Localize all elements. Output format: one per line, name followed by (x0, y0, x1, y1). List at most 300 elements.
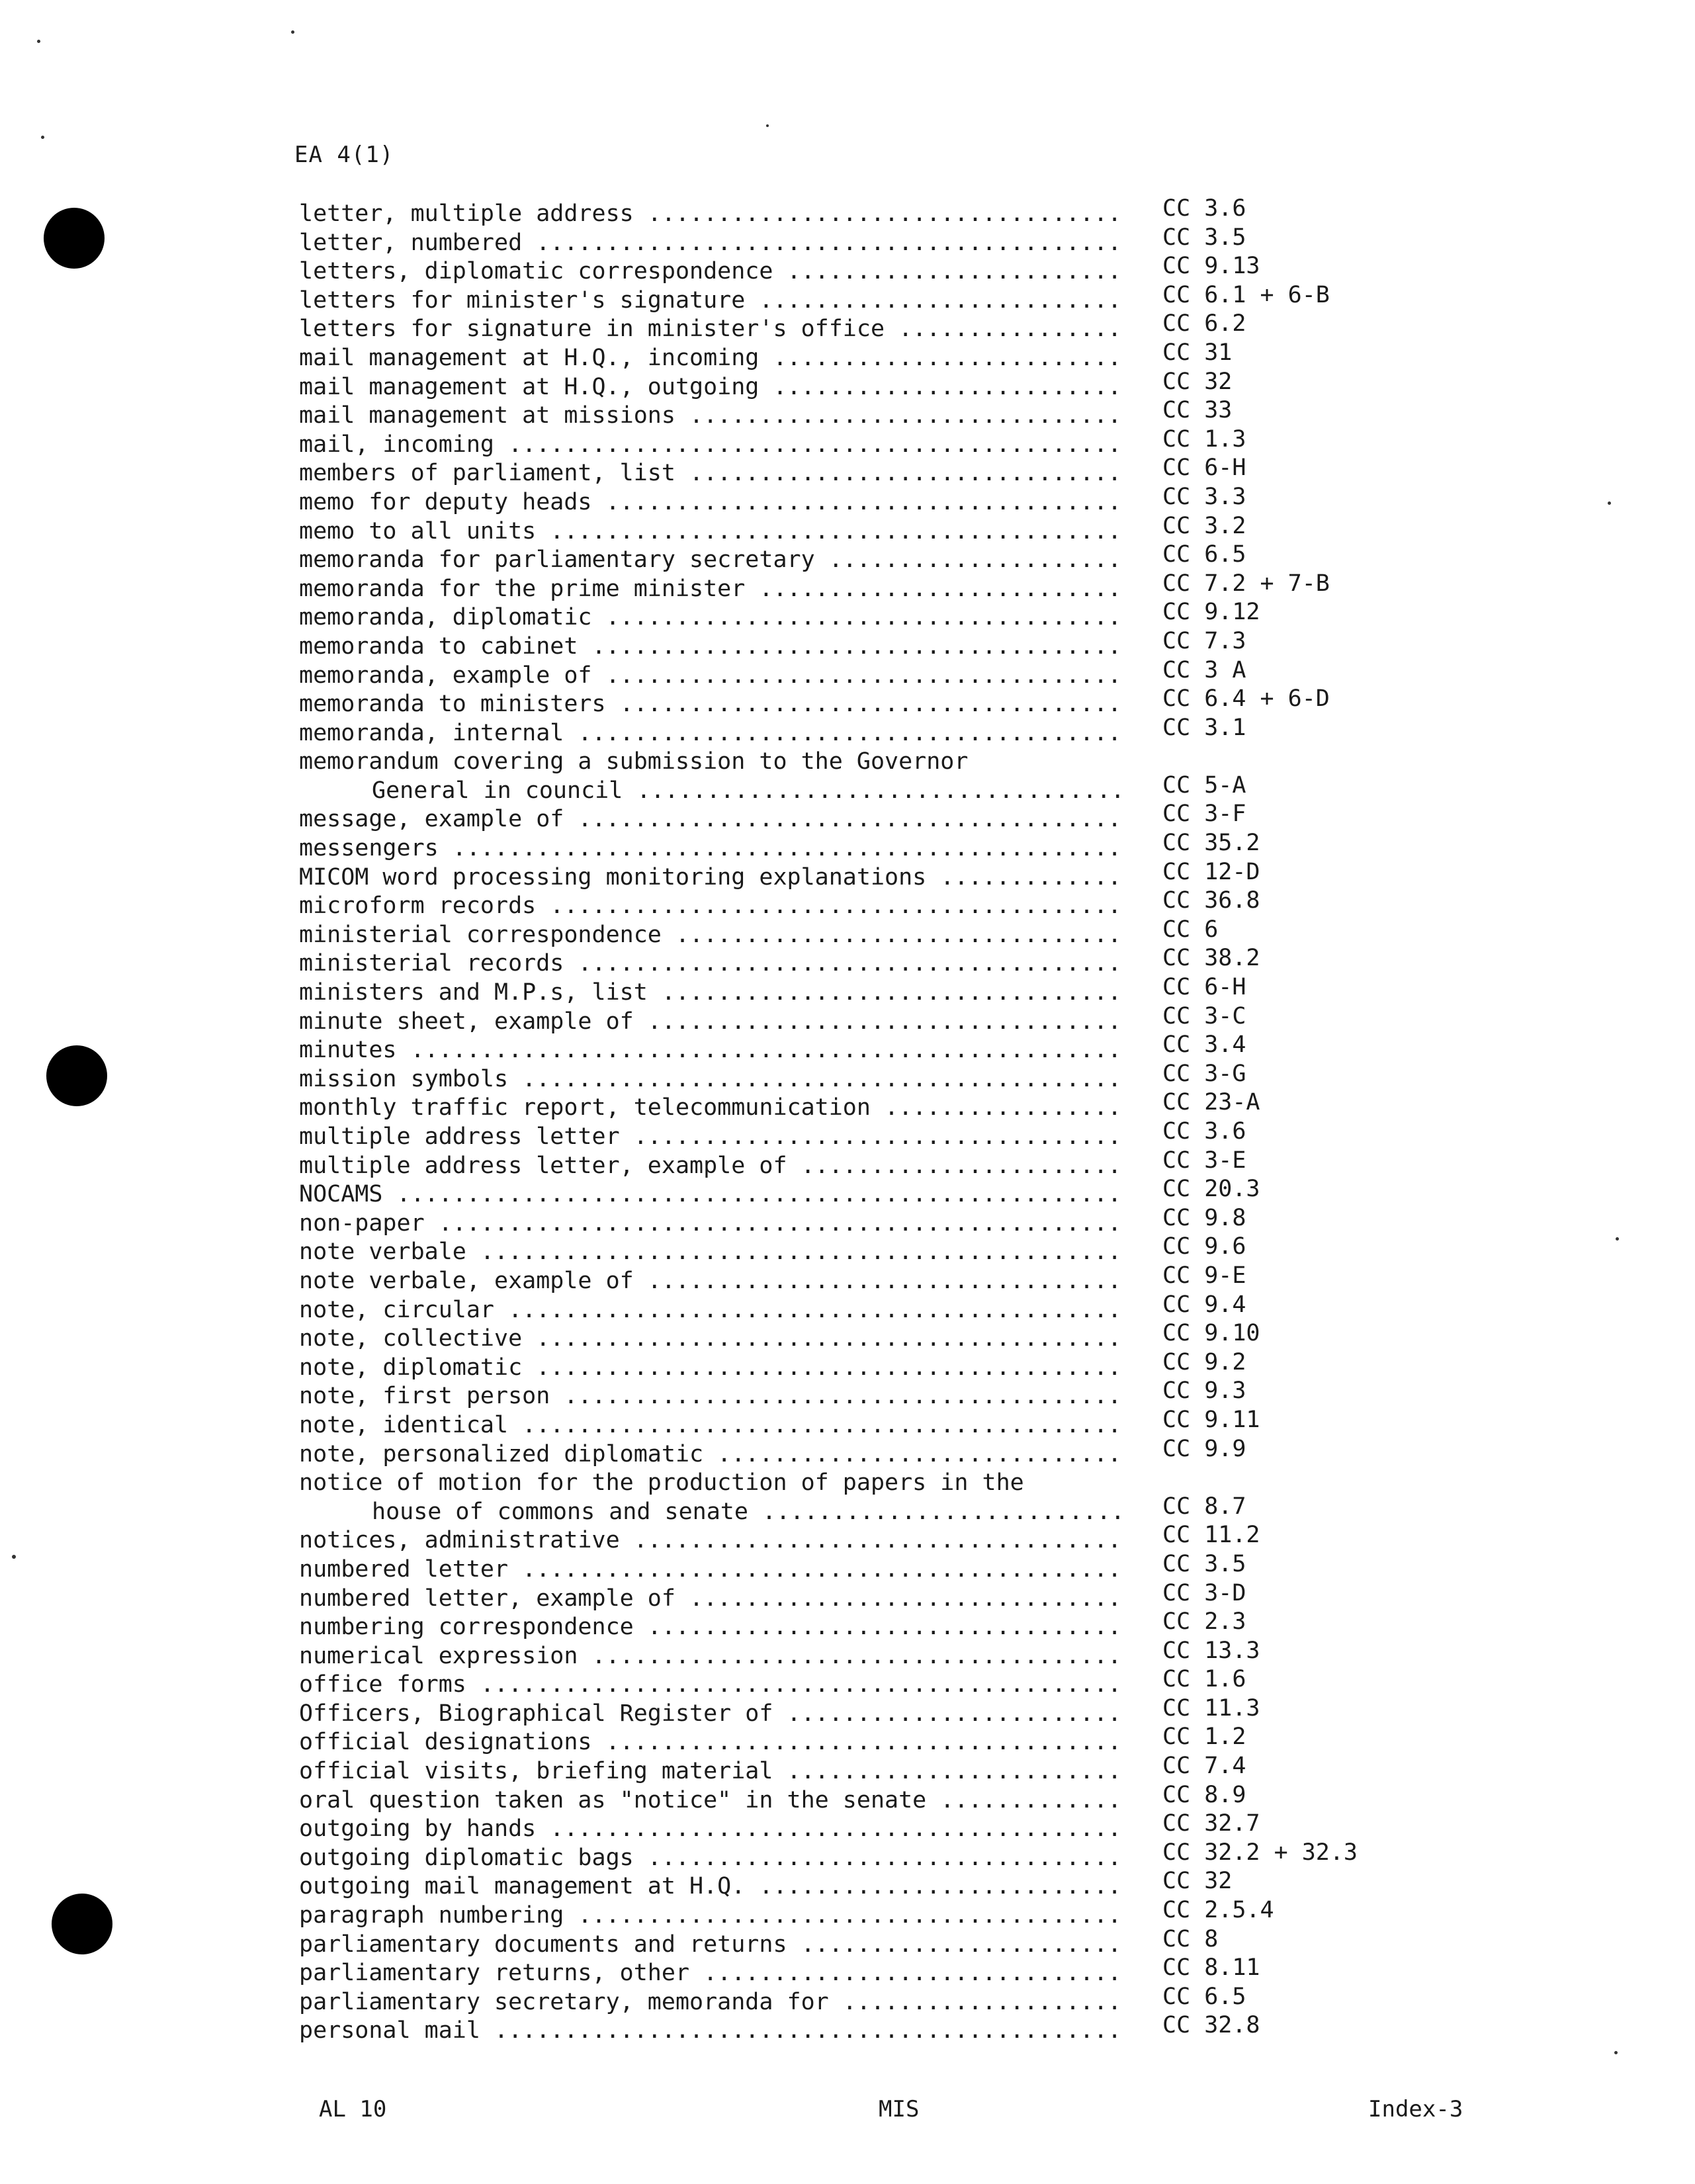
index-entry (299, 1753, 1424, 1786)
index-term-text: NOCAMS (299, 1181, 383, 1208)
dot-leader (397, 1037, 1121, 1063)
dot-leader (829, 1989, 1121, 2015)
scan-speck (291, 30, 294, 34)
dot-leader (773, 1700, 1121, 1727)
index-term (299, 1469, 1121, 1498)
index-term-text: memoranda, example of (299, 662, 592, 689)
index-term (299, 1613, 1121, 1642)
index-term (299, 1008, 1121, 1037)
index-reference: CC 3.5 (1162, 1550, 1246, 1577)
index-reference: CC 3.2 (1162, 512, 1246, 539)
index-term (299, 1585, 1121, 1614)
index-reference: CC 38.2 (1162, 945, 1260, 972)
dot-leader (578, 1643, 1121, 1669)
index-entry (299, 368, 1424, 402)
index-term-text: memoranda, internal (299, 719, 564, 746)
index-term-text: letters, diplomatic correspondence (299, 258, 773, 285)
index-term (299, 1152, 1121, 1181)
index-term (299, 2017, 1121, 2046)
index-term (299, 1901, 1121, 1931)
index-term-text: paragraph numbering (299, 1902, 564, 1929)
index-term-text: ministers and M.P.s, list (299, 979, 648, 1006)
index-term-text: official visits, briefing material (299, 1758, 773, 1785)
index-term (299, 286, 1121, 316)
dot-leader (508, 1066, 1121, 1092)
index-term-text: mission symbols (299, 1065, 509, 1092)
dot-leader (592, 604, 1121, 631)
index-term (299, 488, 1121, 517)
index-entry (299, 1262, 1424, 1296)
index-term-text: note verbale, example of (299, 1267, 634, 1294)
index-reference: CC 1.2 (1162, 1724, 1246, 1751)
index-reference: CC 6.4 + 6-D (1162, 685, 1330, 713)
dot-leader (634, 200, 1121, 227)
index-entry (299, 599, 1424, 633)
index-term-text: outgoing by hands (299, 1815, 537, 1843)
index-reference: CC 9.8 (1162, 1204, 1246, 1231)
index-term-text: members of parliament, list (299, 460, 675, 487)
dot-leader (662, 922, 1121, 948)
index-reference: CC 7.4 (1162, 1753, 1246, 1780)
index-term-text: notices, administrative (299, 1527, 620, 1554)
index-term-text: memorandum covering a submission to the Governor (299, 748, 969, 775)
index-entry (299, 1897, 1424, 1931)
index-term (299, 1296, 1121, 1325)
dot-leader (536, 518, 1121, 545)
index-entry (299, 1204, 1424, 1239)
index-term-text: note, diplomatic (299, 1354, 523, 1381)
dot-leader (522, 230, 1121, 256)
index-entry (299, 1469, 1424, 1498)
dot-leader (648, 979, 1121, 1006)
index-term (299, 373, 1121, 402)
index-term-text: memo to all units (299, 517, 537, 545)
scan-speck (41, 136, 44, 139)
index-term-text: MICOM word processing monitoring explanations (299, 863, 927, 891)
dot-leader (634, 1268, 1121, 1294)
index-term-text: memoranda, diplomatic (299, 604, 592, 631)
index-reference: CC 9.13 (1162, 253, 1260, 280)
index-reference: CC 2.3 (1162, 1608, 1246, 1636)
index-entries (299, 195, 1424, 2046)
index-reference: CC 11.3 (1162, 1694, 1260, 1722)
scan-speck (1614, 2051, 1618, 2054)
dot-leader (466, 1671, 1121, 1698)
index-term-text: outgoing mail management at H.Q. (299, 1873, 746, 1900)
index-reference: CC 3-G (1162, 1060, 1246, 1087)
index-term (299, 1411, 1121, 1440)
index-entry (299, 310, 1424, 344)
dot-leader (871, 1094, 1121, 1121)
dot-leader (522, 1325, 1121, 1352)
index-term (299, 1382, 1121, 1411)
index-reference: CC 3-E (1162, 1147, 1246, 1174)
index-reference: CC 33 (1162, 397, 1233, 424)
dot-leader (745, 287, 1121, 314)
index-entry (299, 1176, 1424, 1209)
index-reference: CC 9.2 (1162, 1348, 1246, 1376)
index-reference: CC 7.2 + 7-B (1162, 570, 1330, 597)
index-term-text: messengers (299, 835, 439, 862)
index-entry (299, 1694, 1424, 1729)
dot-leader (550, 1383, 1121, 1409)
index-term-text: numbered letter (299, 1555, 509, 1583)
index-term (299, 1526, 1121, 1555)
dot-leader (634, 1845, 1121, 1871)
index-term-text: note, first person (299, 1383, 550, 1410)
index-term-text: memoranda to ministers (299, 691, 606, 718)
index-term (299, 1094, 1121, 1123)
dot-leader (536, 893, 1121, 919)
index-term-text: office forms (299, 1671, 466, 1698)
index-reference: CC 32 (1162, 1868, 1233, 1895)
index-term (299, 1555, 1121, 1585)
index-reference: CC 32.8 (1162, 2012, 1260, 2039)
index-term (299, 1209, 1121, 1239)
index-reference: CC 6-H (1162, 974, 1246, 1001)
index-reference: CC 11.2 (1162, 1522, 1260, 1549)
footer-right: Index-3 (1368, 2096, 1463, 2122)
index-reference: CC 9.12 (1162, 599, 1260, 626)
index-reference: CC 3.3 (1162, 483, 1246, 510)
index-reference: CC 9.10 (1162, 1320, 1260, 1347)
dot-leader (592, 489, 1121, 515)
footer-center: MIS (879, 2096, 920, 2122)
index-term-text: minute sheet, example of (299, 1008, 634, 1035)
index-term (299, 892, 1121, 921)
index-term (299, 1065, 1121, 1094)
index-term (299, 1844, 1121, 1873)
index-term-text: oral question taken as "notice" in the senate (299, 1786, 927, 1813)
index-reference: CC 6.5 (1162, 1983, 1246, 2010)
index-entry (299, 339, 1424, 373)
index-entry (299, 455, 1424, 488)
index-reference: CC 6.2 (1162, 310, 1246, 337)
dot-leader (536, 1815, 1121, 1842)
index-term-text: note, personalized diplomatic (299, 1440, 704, 1467)
dot-leader (606, 691, 1121, 717)
index-term (299, 1267, 1121, 1296)
dot-leader (773, 258, 1121, 284)
index-entry (299, 1550, 1424, 1585)
index-term (299, 1180, 1121, 1209)
dot-leader (787, 1931, 1121, 1958)
index-term-text: multiple address letter, example of (299, 1152, 787, 1179)
index-term (299, 805, 1121, 834)
index-reference: CC 3-C (1162, 1002, 1246, 1029)
index-reference: CC 32.7 (1162, 1810, 1260, 1837)
index-entry (299, 1233, 1424, 1267)
index-term-text: Officers, Biographical Register of (299, 1700, 773, 1727)
index-entry (299, 1839, 1424, 1873)
punch-hole-top (44, 208, 105, 269)
dot-leader (675, 1585, 1121, 1612)
index-entry (299, 512, 1424, 546)
dot-leader (494, 431, 1121, 458)
dot-leader (745, 1873, 1121, 1900)
index-reference: CC 6 (1162, 916, 1219, 943)
index-reference: CC 8.11 (1162, 1954, 1260, 1982)
index-entry (299, 483, 1424, 517)
index-term-text: non-paper (299, 1209, 425, 1237)
index-term (299, 1123, 1121, 1152)
index-reference: CC 20.3 (1162, 1176, 1260, 1203)
index-reference: CC 8 (1162, 1925, 1219, 1952)
index-entry (299, 685, 1424, 719)
index-term (299, 921, 1121, 950)
punch-hole-bottom (52, 1894, 112, 1954)
index-entry (299, 1954, 1424, 1988)
index-entry (299, 945, 1424, 979)
index-term (299, 1325, 1121, 1354)
dot-leader (564, 950, 1121, 977)
index-entry (299, 425, 1424, 460)
index-reference: CC 23-A (1162, 1089, 1260, 1116)
index-term (299, 719, 1121, 748)
index-reference: CC 32.2 + 32.3 (1162, 1839, 1358, 1866)
dot-leader (759, 374, 1121, 400)
dot-leader (634, 1614, 1121, 1640)
index-entry (299, 1118, 1424, 1152)
dot-leader (815, 546, 1121, 573)
index-term (299, 748, 1121, 777)
index-entry (299, 974, 1424, 1008)
dot-leader (885, 316, 1121, 342)
index-reference: CC 9-E (1162, 1262, 1246, 1289)
index-term-text: parliamentary secretary, memoranda for (299, 1988, 829, 2015)
dot-leader (466, 1239, 1121, 1265)
index-term-text: memoranda for parliamentary secretary (299, 546, 815, 574)
index-entry (299, 1724, 1424, 1757)
index-term-text: mail management at missions (299, 402, 675, 429)
dot-leader (522, 1354, 1121, 1381)
index-term (299, 662, 1121, 691)
dot-leader (425, 1210, 1121, 1237)
dot-leader (675, 402, 1121, 429)
index-reference: CC 3-D (1162, 1579, 1246, 1606)
index-entry (299, 1348, 1424, 1383)
index-term (299, 344, 1121, 373)
dot-leader (508, 1412, 1121, 1438)
index-term-text: note, circular (299, 1296, 495, 1323)
index-term (299, 402, 1121, 431)
index-term-text: official designations (299, 1729, 592, 1756)
index-entry (299, 771, 1424, 806)
index-term (299, 229, 1121, 258)
dot-leader (787, 1153, 1121, 1179)
index-entry (299, 1522, 1424, 1555)
index-term (299, 1238, 1121, 1267)
index-term (372, 777, 1121, 806)
index-term-text: personal mail (299, 2017, 480, 2044)
index-term (299, 257, 1121, 286)
index-reference: CC 9.6 (1162, 1233, 1246, 1260)
scan-speck (12, 1555, 16, 1559)
index-reference: CC 8.7 (1162, 1493, 1246, 1520)
index-term-text: numbering correspondence (299, 1614, 634, 1641)
index-term (299, 633, 1121, 662)
index-entry (299, 627, 1424, 662)
index-reference: CC 9.4 (1162, 1291, 1246, 1318)
index-term-text: mail, incoming (299, 431, 495, 458)
dot-leader (675, 460, 1121, 486)
index-term (299, 575, 1121, 604)
index-term (299, 690, 1121, 719)
dot-leader (620, 1527, 1121, 1553)
index-term-text: note, collective (299, 1325, 523, 1352)
index-term-text: memoranda to cabinet (299, 633, 578, 660)
index-reference: CC 2.5.4 (1162, 1897, 1274, 1924)
dot-leader (620, 1123, 1121, 1150)
index-term-text: outgoing diplomatic bags (299, 1844, 634, 1871)
index-term-text: monthly traffic report, telecommunication (299, 1094, 871, 1121)
dot-leader (759, 345, 1121, 371)
dot-leader (382, 1181, 1121, 1207)
index-reference: CC 6.5 (1162, 541, 1246, 568)
index-reference: CC 5-A (1162, 771, 1246, 799)
index-entry (299, 2012, 1424, 2046)
index-term-text: General in council (372, 777, 623, 804)
index-entry (299, 1089, 1424, 1123)
dot-leader (634, 1008, 1121, 1035)
index-reference: CC 7.3 (1162, 627, 1246, 654)
dot-leader (926, 864, 1121, 891)
footer-left: AL 10 (319, 2096, 387, 2122)
dot-leader (564, 720, 1121, 746)
index-term-text: mail management at H.Q., incoming (299, 344, 760, 371)
dot-leader (592, 662, 1121, 689)
index-reference: CC 1.3 (1162, 425, 1246, 453)
index-entry (299, 748, 1424, 777)
index-reference: CC 13.3 (1162, 1637, 1260, 1664)
dot-leader (623, 777, 1121, 804)
index-term (299, 200, 1121, 229)
scan-speck (37, 40, 40, 43)
index-entry (299, 281, 1424, 316)
index-reference: CC 3.6 (1162, 1118, 1246, 1145)
index-term (299, 459, 1121, 488)
index-reference: CC 3.1 (1162, 714, 1246, 741)
index-term-text: parliamentary documents and returns (299, 1931, 787, 1958)
index-reference: CC 31 (1162, 339, 1233, 366)
dot-leader (745, 576, 1121, 602)
dot-leader (689, 1960, 1121, 1986)
dot-leader (564, 806, 1121, 832)
index-term (299, 863, 1121, 893)
index-reference: CC 6.1 + 6-B (1162, 281, 1330, 308)
index-term (299, 1700, 1121, 1729)
dot-leader (773, 1758, 1121, 1784)
index-reference: CC 3.5 (1162, 224, 1246, 251)
scan-speck (1616, 1237, 1619, 1241)
dot-leader (439, 835, 1121, 861)
index-entry (299, 195, 1424, 229)
index-term (372, 1498, 1121, 1527)
dot-leader (748, 1499, 1121, 1525)
index-term (299, 1642, 1121, 1671)
index-reference: CC 36.8 (1162, 887, 1260, 914)
index-reference: CC 6-H (1162, 455, 1246, 482)
index-entry (299, 1637, 1424, 1671)
index-entry (299, 1002, 1424, 1037)
index-reference: CC 9.11 (1162, 1406, 1260, 1433)
index-reference: CC 3-F (1162, 801, 1246, 828)
index-reference: CC 3.4 (1162, 1031, 1246, 1059)
index-term-text: mail management at H.Q., outgoing (299, 373, 760, 400)
scan-speck (766, 124, 769, 127)
index-term (299, 1728, 1121, 1757)
index-term (299, 1671, 1121, 1700)
index-term-text: letters for minister's signature (299, 286, 746, 314)
dot-leader (494, 1297, 1121, 1323)
index-entry (299, 397, 1424, 431)
index-term-text: note verbale (299, 1239, 466, 1266)
index-term-text: memo for deputy heads (299, 488, 592, 515)
index-term (299, 546, 1121, 575)
dot-leader (926, 1787, 1121, 1813)
dot-leader (578, 633, 1121, 660)
dot-leader (508, 1556, 1121, 1583)
index-term (299, 1815, 1121, 1844)
index-entry (299, 1031, 1424, 1065)
index-term-text: memoranda for the prime minister (299, 575, 746, 602)
index-term-text: microform records (299, 893, 537, 920)
index-term (299, 1354, 1121, 1383)
index-reference: CC 3 A (1162, 656, 1246, 683)
index-term-text: ministerial records (299, 950, 564, 977)
index-term (299, 1931, 1121, 1960)
index-term-text: note, identical (299, 1411, 509, 1438)
index-term-text: message, example of (299, 806, 564, 833)
index-term-text: letter, multiple address (299, 200, 634, 227)
index-term-text: numbered letter, example of (299, 1585, 675, 1612)
index-term-text: letters for signature in minister's office (299, 316, 885, 343)
index-term-text: multiple address letter (299, 1123, 620, 1150)
document-id: EA 4(1) (294, 142, 394, 168)
index-term (299, 979, 1121, 1008)
index-term (299, 431, 1121, 460)
index-term (299, 1959, 1121, 1988)
index-term (299, 1440, 1121, 1469)
index-entry (299, 1320, 1424, 1354)
index-reference: CC 1.6 (1162, 1666, 1246, 1693)
index-term-text: numerical expression (299, 1642, 578, 1669)
dot-leader (480, 2017, 1121, 2044)
index-entry (299, 1406, 1424, 1440)
index-reference: CC 32 (1162, 368, 1233, 395)
scan-speck (1608, 502, 1611, 505)
dot-leader (564, 1902, 1121, 1929)
index-term-text: house of commons and senate (372, 1498, 748, 1525)
index-entry (299, 1435, 1424, 1469)
index-reference: CC 9.3 (1162, 1377, 1246, 1405)
index-entry (299, 887, 1424, 921)
dot-leader (703, 1441, 1121, 1467)
index-reference: CC 35.2 (1162, 830, 1260, 857)
index-term (299, 1757, 1121, 1786)
punch-hole-middle (46, 1045, 107, 1106)
index-reference: CC 3.6 (1162, 195, 1246, 222)
index-term-text: minutes (299, 1037, 397, 1064)
index-term-text: letter, numbered (299, 229, 523, 256)
index-term (299, 603, 1121, 633)
index-term (299, 1988, 1121, 2017)
index-entry (299, 714, 1424, 748)
index-term (299, 1872, 1121, 1901)
index-term-text: ministerial correspondence (299, 921, 662, 948)
index-reference: CC 9.9 (1162, 1435, 1246, 1462)
index-term (299, 1036, 1121, 1065)
